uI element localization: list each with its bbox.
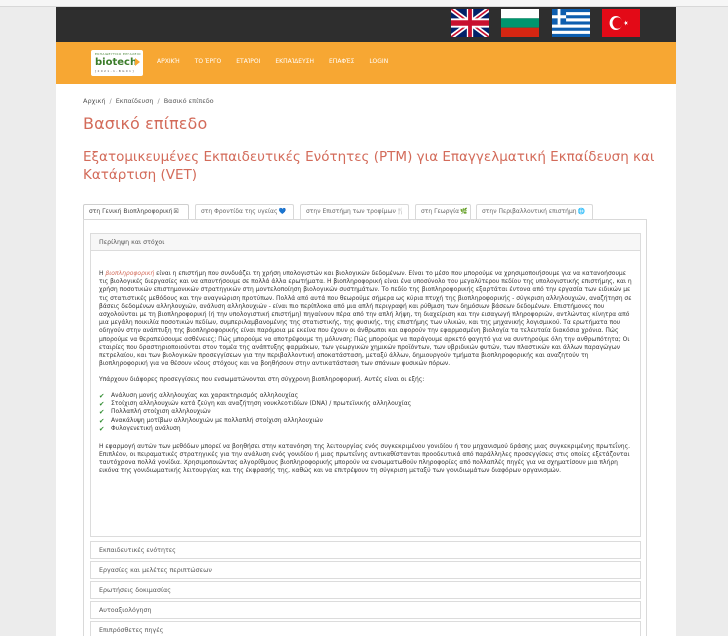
check-icon: ✔ — [99, 408, 105, 417]
leaf-icon: 🌿 — [460, 208, 468, 215]
accordion-learning-units-header[interactable]: Εκπαιδευτικές ενότητες — [90, 541, 641, 559]
logo-arrow-icon — [135, 58, 140, 66]
tab-healthcare[interactable]: στη Φροντίδα της υγείας💙 — [195, 204, 294, 219]
uk-flag-icon[interactable] — [451, 9, 489, 37]
intro-paragraph: Η βιοπληροφορική είναι η επιστήμη που συνδυάζει τη χρήση υπολογιστών και βιολογικών δεδομένων. Είναι το μέσο που μπορούμε να χρησιμοποιήσουμε για να κατανοήσουμε τις βιολογικές διεργασίες και να απαντήσουμε σε πολλά άλλα ερωτήματα. Η βιοπληροφορική είναι ένα υποσύνολο του μεγαλύτερου πεδίου της υπολογιστικής επιστήμης, και η χρήση ποσοτικών επιστημονικών στρατηγικών στη μοντελοποίηση βιολογικών συστημάτων. Το πεδίο της βιοπληροφορικής εξαρτάται έντονα από την εργασία των ειδικών με τις στατιστικές μεθόδους και την αναγνώριση προτύπων. Πολλά από αυτά που θεωρούμε σήμερα ως κύρια πτυχή της βιοπληροφορικής - σύγκριση αλληλουχιών, αναζήτηση σε βάσεις δεδομένων αλληλουχιών, ανάλυση αλληλουχιών - είναι πιο περίπλοκα από μια απλή περιγραφή και ρύθμιση των δημόσιων βάσεων δεδομένων. Επιστήμονες που ασχολούνται με τη βιοπληροφορική (ή την υπολογιστική επιστήμη) πηγαίνουν πέρα από την απλή λήψη, τη διαχείριση και την εισαγωγή πληροφοριών, αντλώντας κίνητρα από μια μεγάλη ποικιλία ποσοτικών πεδίων, συμπεριλαμβανομένης της στατιστικής, της φυσικής, της επιστήμης των υλικών, και της μηχανικής λογισμικού. Τα ερωτήματα που οδηγούν στην ανάπτυξη της βιοπληροφορικής είναι παρόμοια με εκείνα που έχουν οι άνθρωποι και αφορούν την εφαρμοσμένη βιολογία τα τελευταία διακόσια χρόνια. Πώς μπορούμε να θεραπεύσουμε ασθένειες; Πώς μπορούμε να αποτρέψουμε τη μόλυνση; Πώς μπορούμε να παράγουμε αρκετό φαγητό για να συντηρούμε όλη την ανθρωπότητα; Οι εταιρίες που δραστηριοποιούνται στον τομέα της ανάπτυξης φαρμάκων, των γεωργικών χημικών προϊόντων, των υβριδικών φυτών, των πλαστικών και άλλων παραγώγων πετρελαίου, και των βιολογικών προσεγγίσεων για την περιβαλλοντική αποκατάσταση, μεταξύ άλλων, δημιουργούν τμήματα βιοπληροφορικής και αναζητούν τη βιοπληροφορική για να θέσουν νέους στόχους και να βοηθήσουν στην αντικατάσταση των σπάνιων φυσικών πόρων. — [99, 270, 632, 368]
cutlery-icon: 🍴 — [396, 208, 405, 215]
list-item: ✔ Ανάλυση μονής αλληλουχίας και χαρακτηρισμός αλληλουχίας — [99, 391, 299, 400]
list-item: ✔ Φυλογενετική ανάλυση — [99, 425, 181, 434]
accordion-additional-resources-header[interactable]: Επιπρόσθετες πηγές — [90, 621, 641, 636]
globe-icon: 🌐 — [577, 208, 586, 215]
tab-general-bioinformatics[interactable]: στη Γενική Βιοπληροφορική☒ — [83, 204, 189, 220]
accordion-case-studies-header[interactable]: Εργασίες και μελέτες περιπτώσεων — [90, 561, 641, 579]
tab-agriculture[interactable]: στη Γεωργία🌿 — [415, 204, 471, 219]
bioinformatics-term: βιοπληροφορική — [105, 270, 155, 277]
check-icon: ✔ — [99, 425, 105, 434]
breadcrumb-education[interactable]: Εκπαίδευση — [115, 97, 154, 105]
nav-item-partners[interactable]: ΕΤΑΊΡΟΙ — [236, 58, 261, 65]
nav-menu — [157, 58, 388, 65]
browser-top-strip — [0, 0, 728, 7]
nav-item-education[interactable]: ΕΚΠΑΊΔΕΥΣΗ — [275, 58, 315, 65]
accordion-quiz-header[interactable]: Ερωτήσεις δοκιμασίας — [90, 581, 641, 599]
list-item: ✔ Στοίχιση αλληλουχιών κατά ζεύγη και αναζήτηση νουκλεοτιδίων (DNA) / πρωτεϊνικής αλληλουχίας — [99, 400, 412, 409]
accordion-summary-header[interactable]: Περίληψη και στόχοι — [90, 233, 641, 251]
bulgaria-flag-icon[interactable] — [501, 9, 539, 37]
nav-item-home[interactable]: ΑΡΧΙΚΉ — [157, 58, 180, 65]
nav-item-project[interactable]: ΤΟ ΈΡΓΟ — [194, 58, 222, 65]
breadcrumb-home[interactable]: Αρχική — [83, 97, 106, 105]
breadcrumb-current: Βασικό επίπεδο — [163, 97, 214, 105]
approaches-list — [99, 392, 633, 434]
page-container — [56, 7, 676, 636]
logo-tagline: ΕΚΠΑΙΔΕΥΤΙΚΟ ΕΡΓΑΛΕΙΟ — [95, 52, 141, 56]
logo-number: [ 2 0 2 1 - 1 - B G 0 1 ] — [95, 69, 134, 73]
approaches-intro: Υπάρχουν διάφορες προσεγγίσεις που ενσωματώνονται στη σύγχρονη βιοπληροφορική. Αυτές είναι οι εξής: — [99, 376, 425, 384]
list-item: ✔ Πολλαπλή στοίχιση αλληλουχιών — [99, 408, 211, 417]
page-title: Βασικό επίπεδο — [83, 114, 208, 133]
close-box-icon: ☒ — [173, 208, 179, 215]
greece-flag-icon[interactable] — [552, 9, 590, 37]
accordion-summary-body — [90, 251, 641, 537]
tab-food-science[interactable]: στην Επιστήμη των τροφίμων🍴 — [300, 204, 409, 219]
heart-icon: 💙 — [278, 208, 286, 215]
closing-paragraph: Η εφαρμογή αυτών των μεθόδων μπορεί να βοηθήσει στην κατανόηση της λειτουργίας ενός συγκεκριμένου γονιδίου ή του μηχανισμού δράσης μιας συγκεκριμένης πρωτεΐνης. Επιπλέον, οι πειραματικές στρατηγικές για την ανάλυση ενός γονιδίου ή μιας πρωτεΐνης αντικαθίστανται προοδευτικά από παράλληλες προσεγγίσεις στις οποίες εξετάζονται ταυτόχρονα πολλά γονίδια. Χρησιμοποιώντας αλγορίθμους βιοπληροφορικής μπορούν να ενσωματωθούν πληροφορίες από πολλαπλές πηγές για να σχηματίσουν μια πλήρη εικόνα της γονιδιωματικής λειτουργίας και της έκφρασής της, καθώς και να επιτρέψουν τη σύγκριση μεταξύ των γονιδιωμάτων διαφόρων οργανισμών. — [99, 442, 631, 475]
nav-item-contact[interactable]: ΕΠΑΦΈΣ — [329, 58, 355, 65]
biotech-logo[interactable] — [91, 50, 143, 76]
tab-panel — [83, 219, 647, 636]
accordion-self-assessment-header[interactable]: Αυτοαξιολόγηση — [90, 601, 641, 619]
list-item: ✔ Ανακάλυψη μοτίβων αλληλουχιών με πολλαπλή στοίχιση αλληλουχιών — [99, 416, 323, 425]
check-icon: ✔ — [99, 400, 105, 409]
breadcrumb: Αρχική / Εκπαίδευση / Βασικό επίπεδο — [83, 97, 214, 105]
tab-environmental-science[interactable]: στην Περιβαλλοντική επιστήμη🌐 — [476, 204, 593, 219]
section-title: Εξατομικευμένες Εκπαιδευτικές Ενότητες (PTM) για Επαγγελματική Εκπαίδευση και Κατάρτιση (VET) — [83, 149, 655, 183]
turkey-flag-icon[interactable] — [602, 9, 640, 37]
language-bar — [56, 7, 676, 42]
nav-item-login[interactable]: LOGIN — [369, 58, 389, 65]
logo-text: biotech — [95, 57, 138, 68]
check-icon: ✔ — [99, 391, 105, 400]
check-icon: ✔ — [99, 416, 105, 425]
main-navbar — [56, 42, 676, 84]
